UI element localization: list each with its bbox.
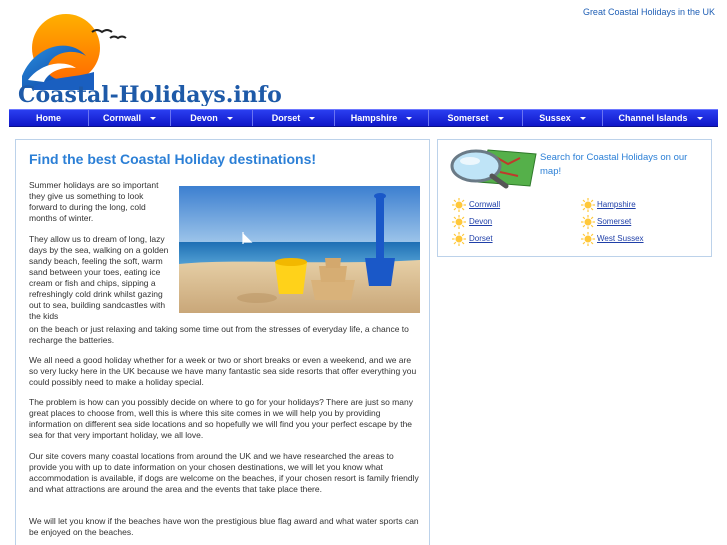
page-title: Find the best Coastal Holiday destinations! <box>29 151 317 167</box>
chevron-down-icon <box>227 117 233 120</box>
map-search-title[interactable]: Search for Coastal Holidays on our map! <box>540 152 688 177</box>
nav-item-dorset[interactable]: Dorset <box>253 110 335 126</box>
location-link-devon[interactable]: Devon <box>469 217 493 226</box>
main-nav <box>9 109 718 127</box>
sun-icon <box>581 232 595 246</box>
nav-item-cornwall[interactable]: Cornwall <box>89 110 171 126</box>
chevron-down-icon <box>309 117 315 120</box>
map-search-panel <box>437 139 712 257</box>
chevron-down-icon <box>580 117 586 120</box>
intro-paragraph: Summer holidays are so important they give us something to look forward to during the long, cold months of winter. <box>29 180 159 223</box>
nav-item-sussex[interactable]: Sussex <box>523 110 603 126</box>
location-link-cornwall[interactable]: Cornwall <box>469 200 501 209</box>
holiday-paragraph: We all need a good holiday whether for a week or two or short breaks or even a weekend, and we are so very lucky here in the UK because we have many fantastic sea side resorts that offer everything you could possibly need to make a holiday special. <box>29 355 417 387</box>
sun-icon <box>452 232 466 246</box>
location-link-west-sussex[interactable]: West Sussex <box>597 234 644 243</box>
chevron-down-icon <box>697 117 703 120</box>
site-tagline[interactable]: Great Coastal Holidays in the UK <box>582 7 715 17</box>
coverage-paragraph: Our site covers many coastal locations from around the UK and we have researched the areas to provide you with up to date information on your chosen destinations, we will let you know what accommodation is available, if dogs are welcome on the beaches, if your chosen resort is family friendly and what attractions are around the area and the events that take place there. <box>29 451 419 494</box>
sun-icon <box>581 198 595 212</box>
map-magnifier-icon[interactable] <box>448 146 540 190</box>
dream-paragraph: They allow us to dream of long, lazy days by the sea, walking on a golden sandy beach, feeling the soft, warm sand between your toes, eating ice cream or fish and chips, sipping a refreshingly cold drink whilst gazing out to sea, building sandcastles with the kids <box>29 234 169 321</box>
dream-paragraph-cont: on the beach or just relaxing and taking some time out from the stresses of everyday life, a chance to recharge the batteries. <box>29 324 409 345</box>
blue-flag-paragraph: We will let you know if the beaches have won the prestigious blue flag award and what water sports can be enjoyed on the beaches. <box>29 516 419 537</box>
location-link-hampshire[interactable]: Hampshire <box>597 200 636 209</box>
nav-item-channel-islands[interactable]: Channel Islands <box>603 110 718 126</box>
chevron-down-icon <box>150 117 156 120</box>
location-link-somerset[interactable]: Somerset <box>597 217 632 226</box>
site-logo[interactable] <box>14 6 294 106</box>
main-content <box>15 139 430 545</box>
header <box>0 0 727 108</box>
sun-icon <box>452 198 466 212</box>
problem-paragraph: The problem is how can you possibly decide on where to go for your holidays? There are just so many great places to choose from, well this is where this site comes in we will help you by providing information on different sea side locations and so hopefully we will find you your perfect escape by the sea for that very important holiday, we all love. <box>29 397 413 440</box>
sun-icon <box>581 215 595 229</box>
logo-text: Coastal-Holidays.info <box>18 82 282 106</box>
chevron-down-icon <box>406 117 412 120</box>
sun-icon <box>452 215 466 229</box>
nav-item-devon[interactable]: Devon <box>171 110 253 126</box>
nav-item-home[interactable]: Home <box>9 110 89 126</box>
chevron-down-icon <box>498 117 504 120</box>
beach-sandcastle-image <box>179 186 420 313</box>
nav-item-somerset[interactable]: Somerset <box>429 110 523 126</box>
nav-item-hampshire[interactable]: Hampshire <box>335 110 429 126</box>
location-link-dorset[interactable]: Dorset <box>469 234 493 243</box>
